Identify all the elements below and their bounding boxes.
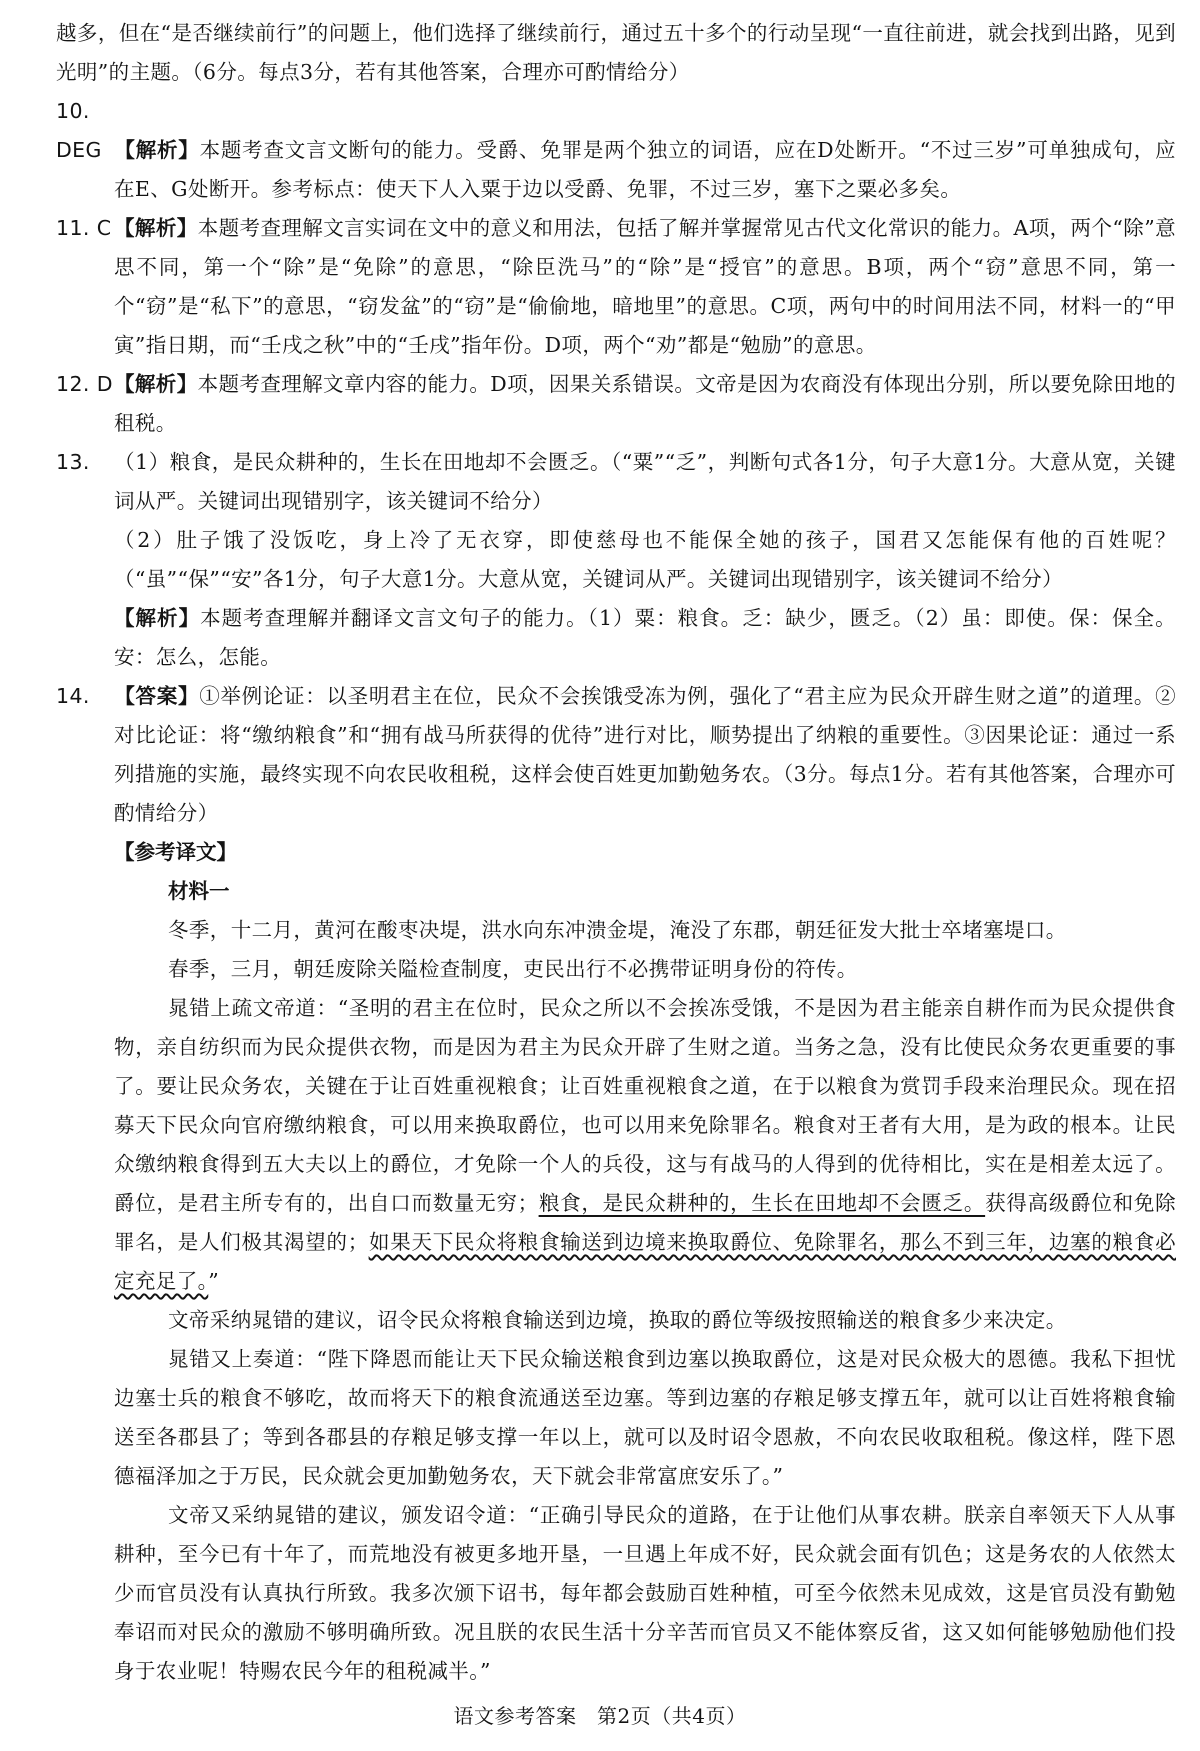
q9-continuation: 越多，但在“是否继续前行”的问题上，他们选择了继续前行，通过五十多个的行动呈现“一直往前进，就会找到出路，见到光明”的主题。（6分。每点3分，若有其他答案，合理亦可酌情给分） (56, 21, 1176, 84)
q14-answer (56, 677, 1176, 833)
q11-text: 本题考查理解文言实词在文中的意义和用法，包括了解并掌握常见古代文化常识的能力。A项，两个“除”意思不同，第一个“除”是“免除”的意思，“除臣洗马”的“除”是“授官”的意思。B项，两个“窃”意思不同，第一个“窃”是“私下”的意思，“窃发盆”的“窃”是“偷偷地，暗地里”的意思。C项，两句中的时间用法不同，材料一的“甲寅”指日期，而“壬戌之秋”中的“壬戌”指年份。D项，两个“劝”都是“勉励”的意思。 (114, 216, 1176, 357)
translation-para-6: 文帝又采纳晁错的建议，颁发诏令道：“正确引导民众的道路，在于让他们从事农耕。朕亲自率领天下人从事耕种，至今已有十年了，而荒地没有被更多地开垦，一旦遇上年成不好，民众就会面有饥色；这是务农的人依然太少而官员没有认真执行所致。我多次颁下诏书，每年都会鼓励百姓种植，可至今依然未见成效，这是官员没有勤勉奉诏而对民众的激励不够明确所致。况且朕的农民生活十分辛苦而官员又不能体察反省，这又如何能够勉励他们投身于农业呢！特赐农民今年的租税减半。” (114, 1503, 1176, 1683)
answer-page (56, 14, 1176, 1691)
q14-tag: 【答案】 (114, 684, 200, 708)
q12-tag: 【解析】 (114, 372, 198, 396)
q11-number: 11. C (56, 216, 112, 240)
translation-para-5: 晁错又上奏道：“陛下降恩而能让天下民众输送粮食到边塞以换取爵位，这是对民众极大的恩德。我私下担忧边塞士兵的粮食不够吃，故而将天下的粮食流通送至边塞。等到边塞的存粮足够支撑五年，就可以让百姓将粮食输送至各郡县了；等到各郡县的存粮足够支撑一年以上，就可以及时诏令恩赦，不向农民收取租税。像这样，陛下恩德福泽加之于万民，民众就会更加勤勉务农，天下就会非常富庶安乐了。” (114, 1347, 1176, 1488)
q12-answer (56, 365, 1176, 443)
material-title: 材料一 (168, 879, 230, 903)
q12-text: 本题考查理解文章内容的能力。D项，因果关系错误。文帝是因为农商没有体现出分别，所以要免除田地的租税。 (114, 372, 1176, 435)
translation-para-3 (56, 989, 1176, 1301)
q11-answer (56, 209, 1176, 365)
q10-tag: 【解析】 (114, 138, 200, 162)
translation-para-3-a: 晁错上疏文帝道：“圣明的君主在位时，民众之所以不会挨冻受饿，不是因为君主能亲自耕作而为民众提供食物，亲自纺织而为民众提供衣物，而是因为君主为民众开辟了生财之道。当务之急，没有比使民众务农更重要的事了。要让民众务农，关键在于让百姓重视粮食；让百姓重视粮食之道，在于以粮食为赏罚手段来治理民众。现在招募天下民众向官府缴纳粮食，可以用来换取爵位，也可以用来免除罪名。粮食对王者有大用，是为政的根本。让民众缴纳粮食得到五大夫以上的爵位，才免除一个人的兵役，这与有战马的人得到的优待相比，实在是相差太远了。爵位，是君主所专有的，出自口而数量无穷； (114, 996, 1176, 1215)
q10-text: 本题考查文言文断句的能力。受爵、免罪是两个独立的词语，应在D处断开。“不过三岁”可单独成句，应在E、G处断开。参考标点：使天下人入粟于边以受爵、免罪，不过三岁，塞下之粟必多矣。 (114, 138, 1176, 201)
page-footer: 语文参考答案 第2页（共4页） (453, 1704, 747, 1728)
q12-number: 12. D (56, 372, 113, 396)
q10-number: 10. DEG (56, 99, 102, 162)
q13-analysis-text: 本题考查理解并翻译文言文句子的能力。（1）粟：粮食。乏：缺少，匮乏。（2）虽：即使。保：保全。安：怎么，怎能。 (114, 606, 1176, 669)
translation-para-2: 春季，三月，朝廷废除关隘检查制度，吏民出行不必携带证明身份的符传。 (168, 957, 858, 981)
translation-para-3-b: 获得高级爵位和免除罪名，是人们极其渴望的； (114, 1191, 1176, 1254)
q13-tag: 【解析】 (114, 606, 201, 630)
q13-part-1: （1）粮食，是民众耕种的，生长在田地却不会匮乏。（“粟”“乏”，判断句式各1分，句子大意1分。大意从宽，关键词从严。关键词出现错别字，该关键词不给分） (114, 450, 1176, 513)
q14-text: ①举例论证：以圣明君主在位，民众不会挨饿受冻为例，强化了“君主应为民众开辟生财之道”的道理。②对比论证：将“缴纳粮食”和“拥有战马所获得的优待”进行对比，顺势提出了纳粮的重要性。③因果论证：通过一系列措施的实施，最终实现不向农民收租税，这样会使百姓更加勤勉务农。（3分。每点1分。若有其他答案，合理亦可酌情给分） (114, 684, 1176, 825)
q13-part-2: （2）肚子饿了没饭吃，身上冷了无衣穿，即使慈母也不能保全她的孩子，国君又怎能保有他的百姓呢？（“虽”“保”“安”各1分，句子大意1分。大意从宽，关键词从严。关键词出现错别字，该关键词不给分） (114, 528, 1176, 591)
wavy-underlined-sentence-2: 如果天下民众将粮食输送到边境来换取爵位、免除罪名，那么不到三年，边塞的粮食必定充足了。 (114, 1230, 1176, 1293)
translation-para-1: 冬季，十二月，黄河在酸枣决堤，洪水向东冲溃金堤，淹没了东郡，朝廷征发大批士卒堵塞堤口。 (168, 918, 1067, 942)
q14-number: 14. (56, 684, 90, 708)
q13-number: 13. (56, 450, 90, 474)
q13-answer-1 (56, 443, 1176, 521)
translation-heading: 【参考译文】 (114, 840, 237, 864)
translation-para-4: 文帝采纳晁错的建议，诏令民众将粮食输送到边境，换取的爵位等级按照输送的粮食多少来决定。 (168, 1308, 1067, 1332)
q11-tag: 【解析】 (114, 216, 198, 240)
q10-answer (56, 92, 1176, 209)
underlined-sentence-1: 粮食，是民众耕种的，生长在田地却不会匮乏。 (538, 1191, 986, 1215)
translation-para-3-c: ” (208, 1269, 220, 1293)
q13-analysis (56, 599, 1176, 677)
